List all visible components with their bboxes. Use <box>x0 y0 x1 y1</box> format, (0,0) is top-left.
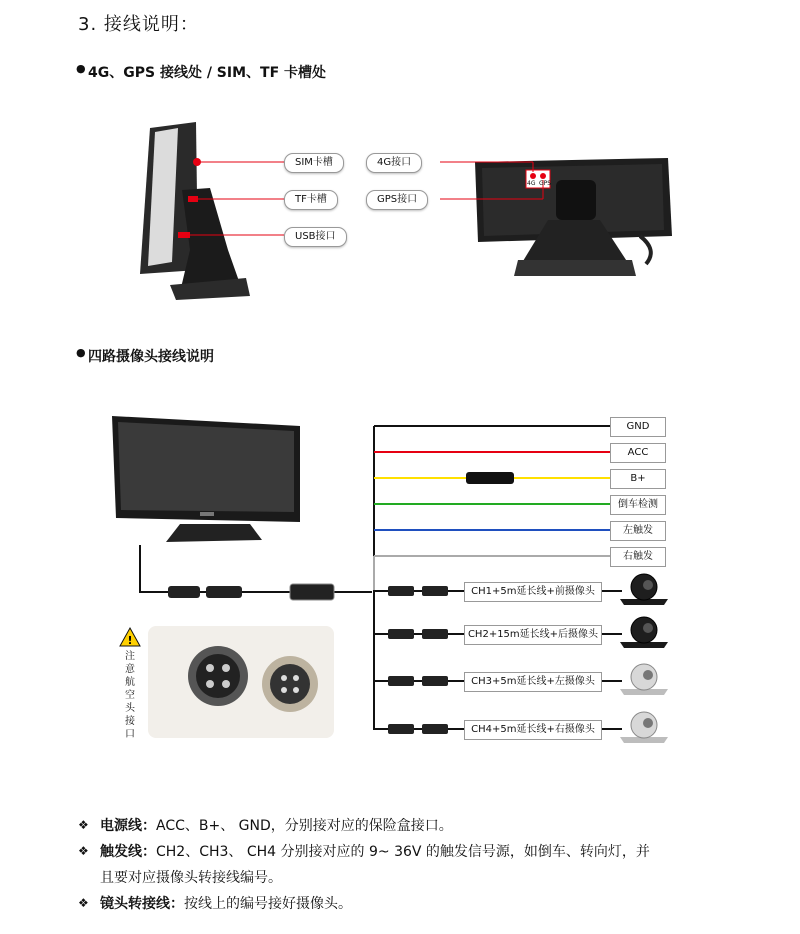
wire-label-gnd: GND <box>610 417 666 437</box>
channel-connector-2-1 <box>388 629 414 639</box>
channel-connector-3-2 <box>422 676 448 686</box>
note-bullet-icon: ❖ <box>78 818 89 832</box>
tf-slot-label: TF卡槽 <box>284 190 338 210</box>
note-label: 触发线： <box>100 844 156 860</box>
camera-icon-3 <box>620 664 668 695</box>
4g-port-tag: 4G <box>527 180 536 187</box>
4g-port-label: 4G接口 <box>366 153 422 173</box>
sim-slot-label: SIM卡槽 <box>284 153 344 173</box>
note-text: 且要对应摄像头转接线编号。 <box>100 870 282 886</box>
device-rear-view <box>475 158 672 276</box>
warning-icon <box>120 628 140 647</box>
svg-text:!: ! <box>127 634 133 647</box>
note-label: 镜头转接线： <box>100 896 184 912</box>
channel-connector-4-2 <box>422 724 448 734</box>
camera-icon-4 <box>620 712 668 743</box>
gps-port-label: GPS接口 <box>366 190 428 210</box>
note-label: 电源线： <box>100 818 156 834</box>
power-wire-lines <box>374 426 610 590</box>
note-power-wires <box>100 813 453 839</box>
bullet-heading-ports: ● 4G、GPS 接线处 / SIM、TF 卡槽处 <box>88 62 326 82</box>
channel-connector-2-2 <box>422 629 448 639</box>
note-bullet-icon: ❖ <box>78 896 89 910</box>
wire-label-right-trigger: 右触发 <box>610 547 666 567</box>
gps-port-tag: GPS <box>539 180 552 187</box>
note-bullet-icon: ❖ <box>78 844 89 858</box>
camera-icon-2 <box>620 617 668 648</box>
note-lens-adapter <box>100 891 352 917</box>
camera-icon-1 <box>620 574 668 605</box>
note-trigger-wires <box>100 839 650 865</box>
usb-port-label: USB接口 <box>284 227 347 247</box>
channel-label-ch1: CH1+5m延长线+前摄像头 <box>464 582 602 602</box>
bullet-heading-camera-wiring: ● 四路摄像头接线说明 <box>88 346 214 366</box>
channel-connector-4-1 <box>388 724 414 734</box>
wire-label-acc: ACC <box>610 443 666 463</box>
wire-label-left-trigger: 左触发 <box>610 521 666 541</box>
channel-label-ch4: CH4+5m延长线+右摄像头 <box>464 720 602 740</box>
note-trigger-wires-cont <box>100 865 282 891</box>
aviation-connector-photo <box>148 626 334 738</box>
note-text: 按线上的编号接好摄像头。 <box>184 896 352 912</box>
channel-label-ch3: CH3+5m延长线+左摄像头 <box>464 672 602 692</box>
channel-connector-3-1 <box>388 676 414 686</box>
wire-label-reverse-detect: 倒车检测 <box>610 495 666 515</box>
section-title: 3. 接线说明： <box>78 14 199 35</box>
channel-label-ch2: CH2+15m延长线+后摄像头 <box>464 625 602 645</box>
monitor-front-view <box>112 416 300 542</box>
note-text: CH2、CH3、 CH4 分别接对应的 9~ 36V 的触发信号源，如倒车、转向灯，并 <box>156 844 650 860</box>
note-text: ACC、B+、 GND，分别接对应的保险盒接口。 <box>156 818 453 834</box>
channel-connector-1-1 <box>388 586 414 596</box>
warning-vertical-text: 注意航空头接口 <box>125 651 135 740</box>
device-side-view <box>140 122 250 300</box>
channel-connector-1-2 <box>422 586 448 596</box>
wire-label-bplus: B+ <box>610 469 666 489</box>
